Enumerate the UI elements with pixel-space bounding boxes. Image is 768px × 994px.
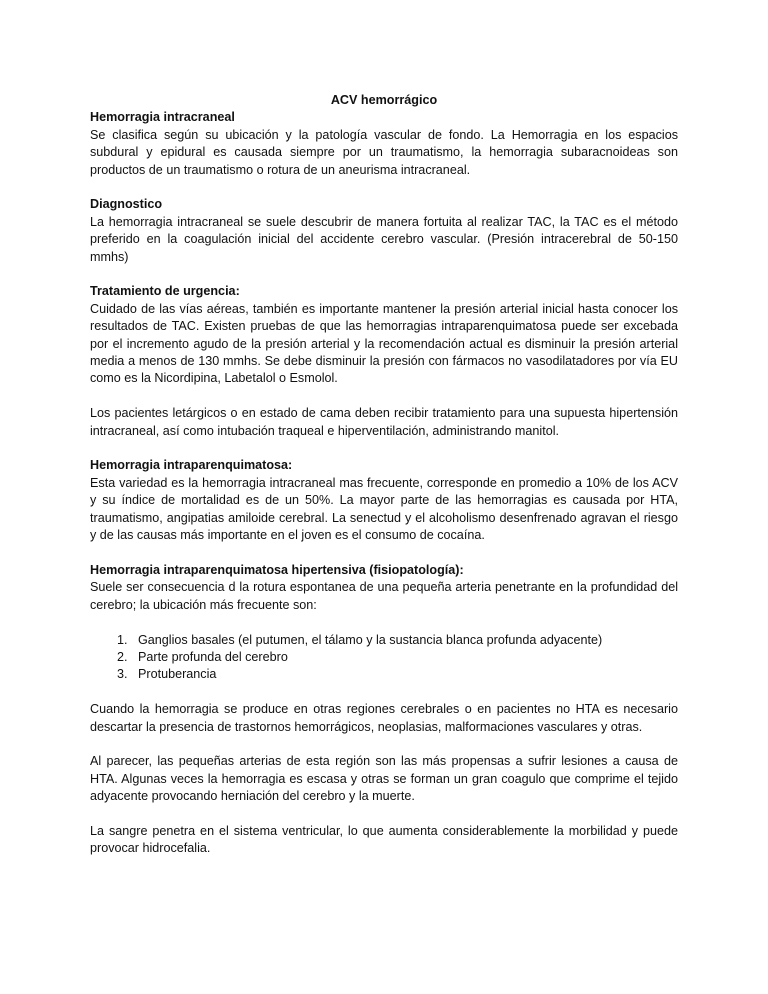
spacer <box>90 388 678 405</box>
paragraph: La sangre penetra en el sistema ventricular, lo que aumenta considerablemente la morbilidad y puede provocar hidrocefalia. <box>90 823 678 856</box>
section-heading-diagnostico: Diagnostico <box>90 197 163 212</box>
list-item: 2. Parte profunda del cerebro <box>131 649 678 666</box>
paragraph: Cuidado de las vías aéreas, también es importante mantener la presión arterial inicial hasta conocer los resultados de TAC. Existen pruebas de que las hemorragias intraparenquimatosa puede ser excebada por el incremento agudo de la presión arterial y la recomendación actual es disminuir la presión arterial media a menos de 130 mmhs. Se debe disminuir la presión con fármacos no vasodilatadores por vía EU como es la Nicordipina, Labetalol o Esmolol. <box>90 301 678 386</box>
paragraph: Los pacientes letárgicos o en estado de cama deben recibir tratamiento para una supuesta hipertensión intracraneal, así como intubación traqueal e hiperventilación, administrando manitol. <box>90 406 678 438</box>
spacer <box>90 806 678 823</box>
paragraph: Cuando la hemorragia se produce en otras regiones cerebrales o en pacientes no HTA es necesario descartar la presencia de trastornos hemorrágicos, neoplasias, malformaciones vasculares y otras. <box>90 702 678 734</box>
paragraph: Se clasifica según su ubicación y la patología vascular de fondo. La Hemorragia en los espacios subdural y epidural es causada siempre por un traumatismo, la hemorragia subaracnoideas son productos de un traumatismo o rotura de un aneurisma intracraneal. <box>90 127 678 177</box>
section-heading-intraparenquimatosa: Hemorragia intraparenquimatosa: <box>90 458 293 473</box>
numbered-list <box>90 632 678 684</box>
list-item: 1. Ganglios basales (el putumen, el tálamo y la sustancia blanca profunda adyacente) <box>131 632 678 649</box>
document-title: ACV hemorrágico <box>330 93 438 107</box>
spacer <box>90 179 678 196</box>
document-page <box>90 92 678 858</box>
spacer <box>90 736 678 753</box>
spacer <box>90 545 678 562</box>
section-heading-tratamiento: Tratamiento de urgencia: <box>90 284 240 299</box>
spacer <box>90 266 678 283</box>
section-heading-hipertensiva: Hemorragia intraparenquimatosa hipertensiva (fisiopatología): <box>90 562 464 577</box>
spacer <box>90 614 678 631</box>
paragraph: Esta variedad es la hemorragia intracraneal mas frecuente, corresponde en promedio a 10% de los ACV y su índice de mortalidad es de un 50%. La mayor parte de las hemorragias es causada por HTA, traumatismo, angipatias amiloide cerebral. La senectud y el alcoholismo desenfrenado agravan el riesgo y de las causas más importante en el joven es el consumo de cocaína. <box>90 475 678 543</box>
section-heading-intracraneal: Hemorragia intracraneal <box>90 110 235 125</box>
paragraph: La hemorragia intracraneal se suele descubrir de manera fortuita al realizar TAC, la TAC es el método preferido en la coagulación inicial del accidente cerebro vascular. (Presión intracerebral de 50-150 mmhs) <box>90 214 678 264</box>
spacer <box>90 684 678 701</box>
list-item: 3. Protuberancia <box>131 666 678 683</box>
paragraph: Suele ser consecuencia d la rotura espontanea de una pequeña arteria penetrante en la profundidad del cerebro; la ubicación más frecuente son: <box>90 580 678 612</box>
paragraph: Al parecer, las pequeñas arterias de esta región son las más propensas a sufrir lesiones a causa de HTA. Algunas veces la hemorragia es escasa y otras se forman un gran coagulo que comprime el tejido adyacente provocando herniación del cerebro y la muerte. <box>90 754 678 804</box>
spacer <box>90 440 678 457</box>
